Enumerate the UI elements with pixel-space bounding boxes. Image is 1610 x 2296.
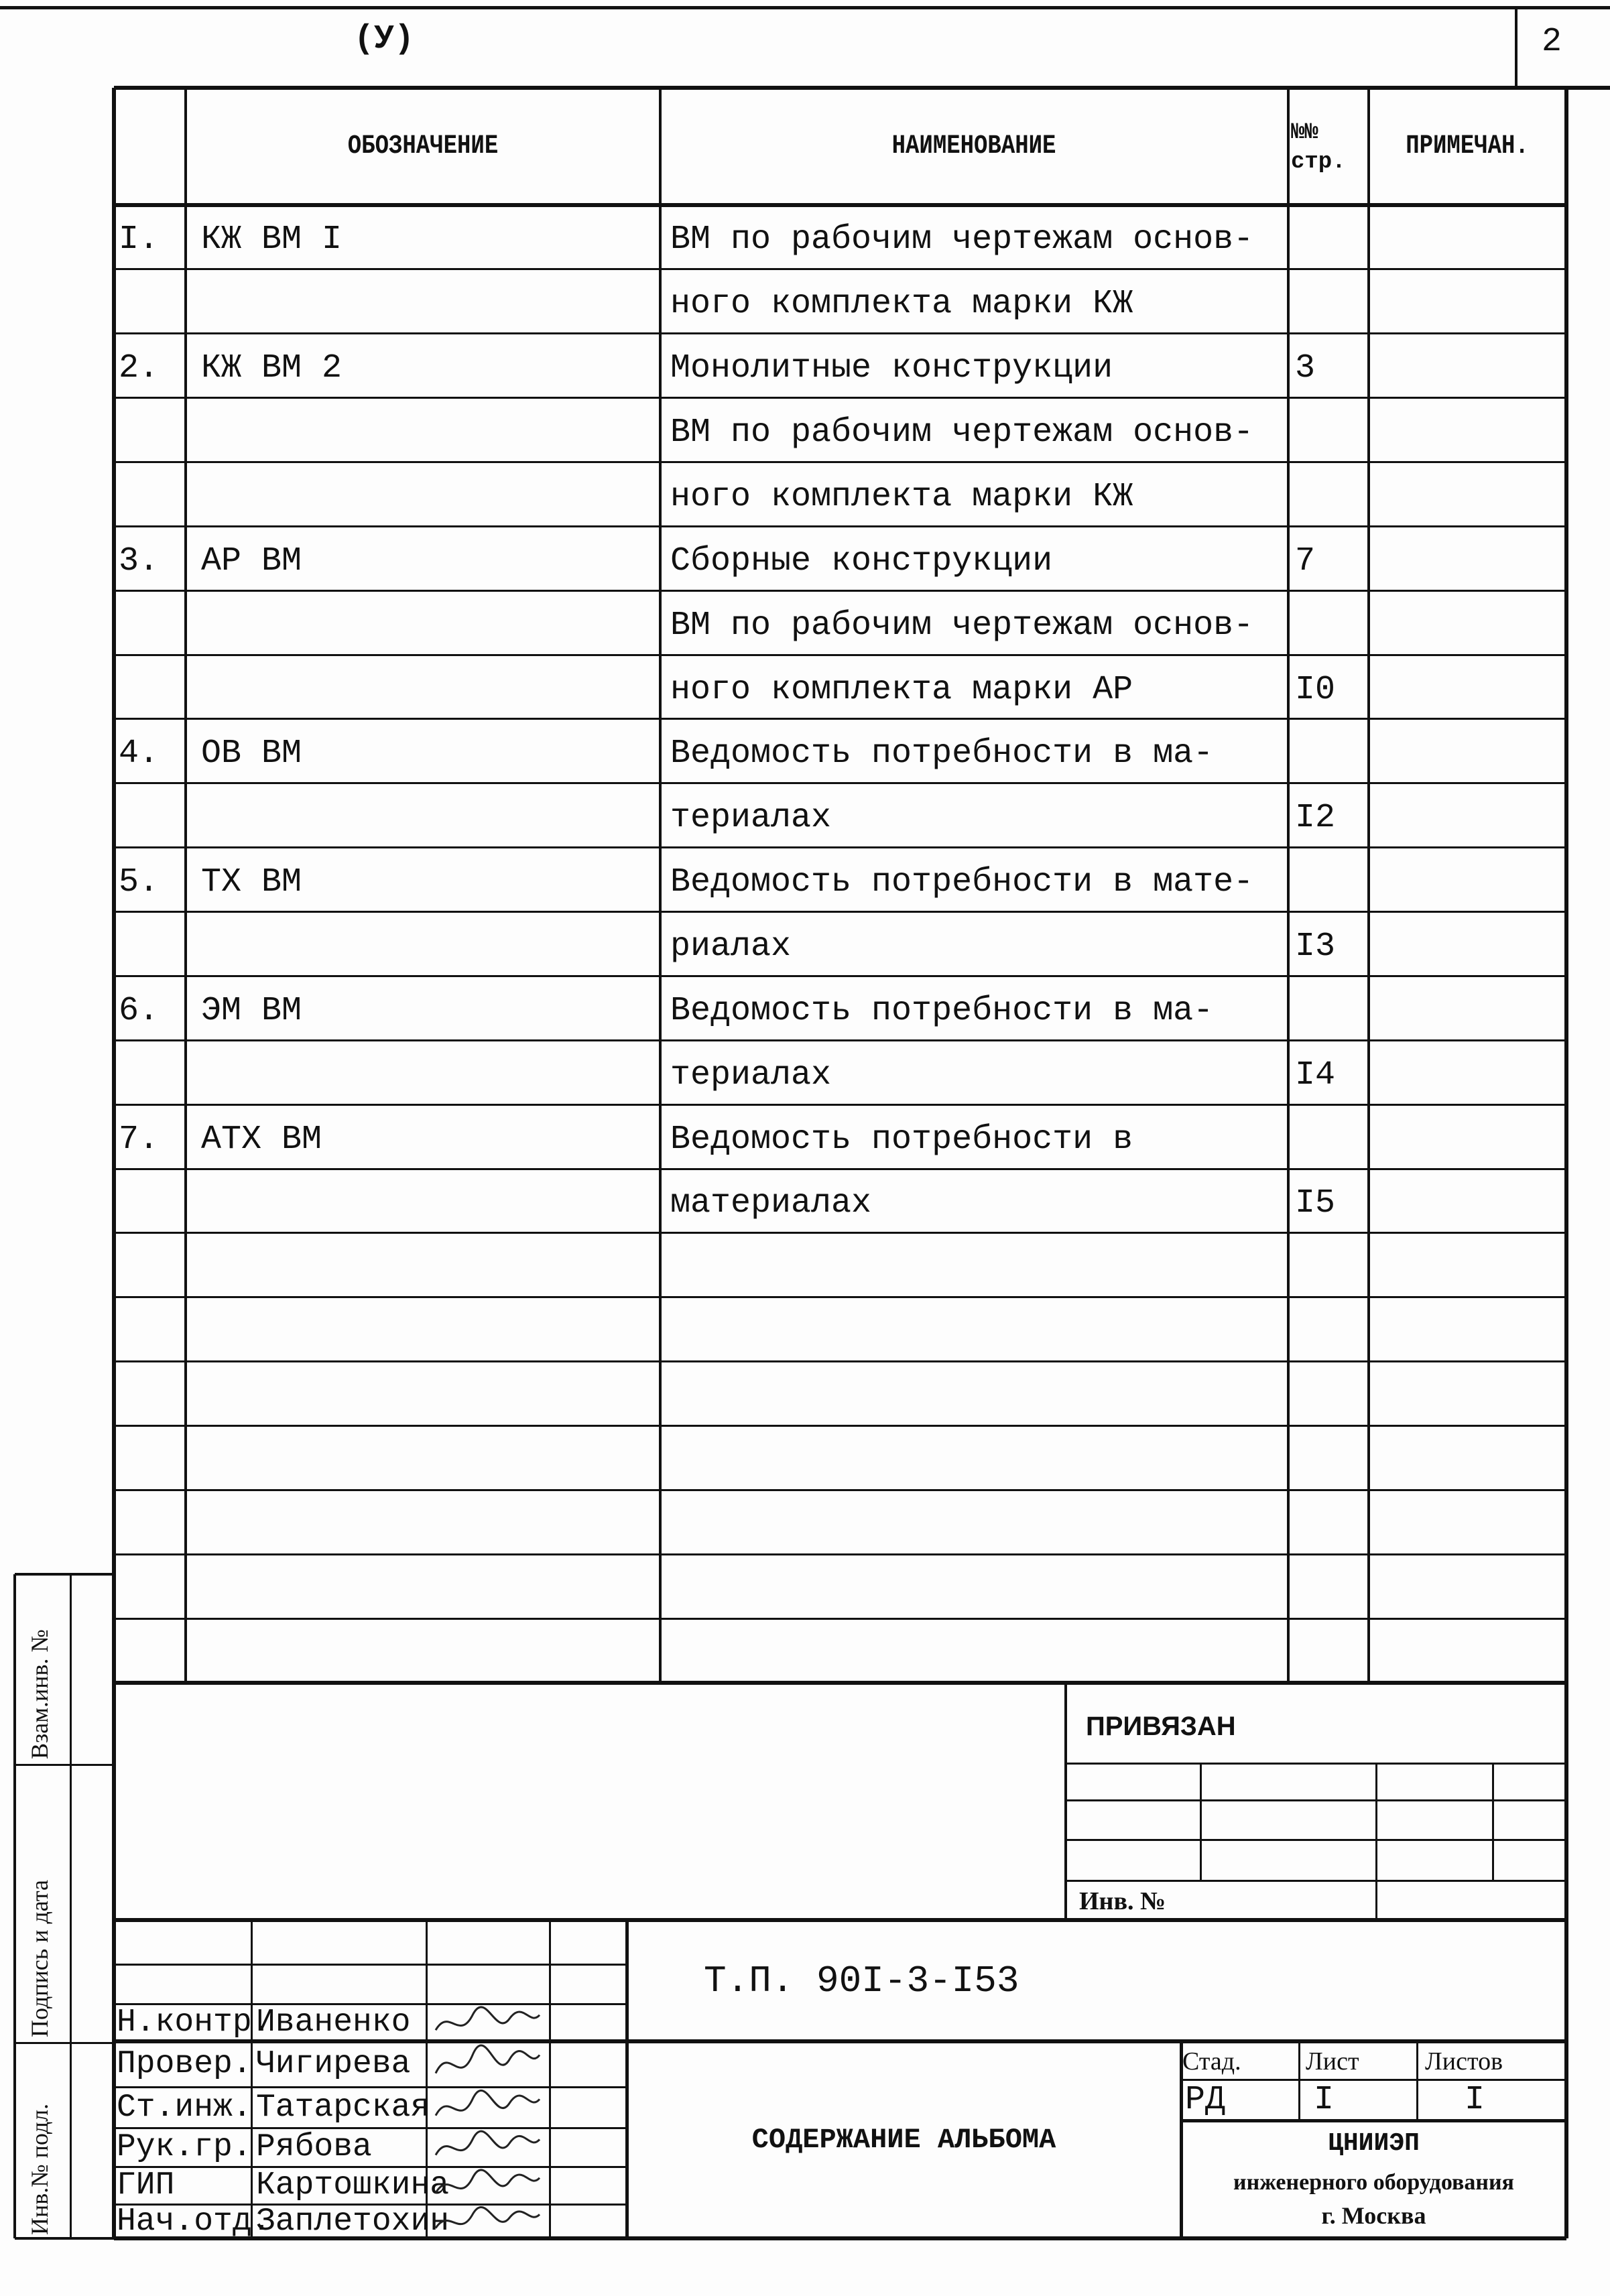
row-name: Сборные конструкции: [670, 541, 1053, 580]
row-number: 6.: [119, 991, 160, 1030]
row-name: Ведомость потребности в ма-: [670, 991, 1214, 1030]
sheet-value: I: [1314, 2080, 1335, 2119]
row-name: Монолитные конструкции: [670, 349, 1113, 388]
header-note: ПРИМЕЧАН.: [1406, 131, 1530, 162]
sheet-label: Лист: [1306, 2047, 1359, 2076]
row-number: [119, 1174, 186, 1233]
stage-value: РД: [1185, 2080, 1226, 2119]
row-designation: [201, 467, 657, 526]
rule-line: [0, 6, 1610, 9]
row-page: 7: [1295, 541, 1316, 580]
row-designation: [201, 1238, 657, 1297]
row-number: 4.: [119, 735, 160, 773]
row-designation: [201, 1431, 657, 1490]
row-name: ВМ по рабочим чертежам основ-: [670, 606, 1254, 645]
row-designation: [201, 1303, 657, 1362]
signatory-role: Рук.гр.: [117, 2129, 252, 2165]
handwritten-signature: [429, 2041, 543, 2087]
row-number: [119, 1238, 186, 1297]
signatory-name: Картошкина: [256, 2167, 450, 2204]
row-name: Ведомость потребности в: [670, 1120, 1133, 1159]
row-designation: ЭМ ВМ: [201, 991, 302, 1030]
row-number: [119, 596, 186, 655]
row-designation: ТХ ВМ: [201, 863, 302, 902]
row-name: ВМ по рабочим чертежам основ-: [670, 220, 1254, 259]
row-page: [1295, 210, 1369, 269]
row-page: I4: [1295, 1056, 1336, 1094]
row-page: [1295, 724, 1369, 783]
side-orig-inv: Инв.№ подл.: [26, 2103, 53, 2235]
row-name: [670, 1238, 1287, 1297]
row-designation: [201, 1174, 657, 1233]
row-page: [1295, 853, 1369, 912]
row-designation: [201, 1624, 657, 1683]
org-name: ЦНИИЭП: [1328, 2128, 1420, 2158]
rule-line: [114, 1918, 1566, 1922]
rule-line: [1492, 1763, 1494, 1880]
side-replace-inv: Взам.инв. №: [26, 1629, 53, 1759]
row-page: I0: [1295, 670, 1336, 709]
handwritten-signature: [429, 2128, 543, 2167]
rule-line: [15, 2237, 114, 2240]
row-page: [1295, 403, 1369, 462]
document-title: СОДЕРЖАНИЕ АЛЬБОМА: [751, 2124, 1056, 2156]
row-name: [670, 1559, 1287, 1618]
row-page: I2: [1295, 799, 1336, 838]
row-designation: [201, 660, 657, 719]
row-page: [1295, 981, 1369, 1040]
rule-line: [659, 88, 662, 1683]
row-name: ВМ по рабочим чертежам основ-: [670, 413, 1254, 452]
row-number: 7.: [119, 1120, 160, 1159]
handwritten-signature: [429, 2087, 543, 2128]
row-name: [670, 1495, 1287, 1554]
rule-line: [15, 1573, 114, 1576]
row-name: ного комплекта марки АР: [670, 670, 1133, 709]
row-page: I5: [1295, 1184, 1336, 1223]
signatory-role: ГИП: [117, 2167, 175, 2204]
row-number: [119, 1045, 186, 1104]
org-department: инженерного оборудования: [1233, 2170, 1514, 2195]
row-name: [670, 1303, 1287, 1362]
row-number: [119, 660, 186, 719]
row-number: [119, 1367, 186, 1426]
sheet-marker: (У): [354, 20, 415, 58]
rule-line: [1375, 1763, 1377, 1920]
rule-line: [15, 2042, 114, 2044]
row-page: [1295, 596, 1369, 655]
row-page: [1295, 1431, 1369, 1490]
side-sign-date: Подпись и дата: [26, 1880, 53, 2037]
row-designation: [201, 1559, 657, 1618]
row-number: I.: [119, 220, 160, 259]
row-number: [119, 1303, 186, 1362]
row-name: териалах: [670, 1056, 832, 1094]
row-designation: АТХ ВМ: [201, 1120, 322, 1159]
row-designation: [201, 917, 657, 976]
rule-line: [13, 1574, 16, 2238]
rule-line: [1416, 2041, 1418, 2120]
row-number: 3.: [119, 541, 160, 580]
row-page: [1295, 1495, 1369, 1554]
row-designation: [201, 596, 657, 655]
rule-line: [1200, 1763, 1202, 1880]
row-number: [119, 467, 186, 526]
binding-title: ПРИВЯЗАН: [1086, 1712, 1236, 1741]
row-designation: [201, 1045, 657, 1104]
row-name: ного комплекта марки КЖ: [670, 285, 1133, 324]
stage-label: Стад.: [1182, 2047, 1241, 2076]
row-designation: [201, 1495, 657, 1554]
row-name: материалах: [670, 1184, 872, 1223]
rule-line: [1287, 88, 1290, 1683]
document-code: Т.П. 90I-3-I53: [704, 1960, 1019, 2002]
row-page: I3: [1295, 927, 1336, 966]
handwritten-signature: [429, 2004, 543, 2041]
signatory-name: Рябова: [256, 2129, 372, 2165]
row-page: 3: [1295, 349, 1316, 388]
signatory-role: Н.контр.: [117, 2004, 271, 2041]
row-name: ного комплекта марки КЖ: [670, 477, 1133, 516]
rule-line: [1298, 2041, 1300, 2120]
row-number: [119, 1624, 186, 1683]
row-designation: АР ВМ: [201, 541, 302, 580]
page-number: 2: [1542, 23, 1562, 61]
signatory-role: Провер.: [117, 2046, 252, 2082]
rule-line: [1181, 2119, 1566, 2122]
rule-line: [15, 1764, 114, 1766]
signatory-name: Заплетохин: [256, 2203, 450, 2240]
row-page: [1295, 275, 1369, 334]
row-designation: КЖ ВМ I: [201, 220, 343, 259]
org-city: г. Москва: [1321, 2202, 1426, 2229]
sheets-value: I: [1465, 2080, 1485, 2119]
row-page: [1295, 1303, 1369, 1362]
handwritten-signature: [429, 2204, 543, 2238]
row-name: [670, 1624, 1287, 1683]
row-number: [119, 1559, 186, 1618]
row-name: Ведомость потребности в ма-: [670, 735, 1214, 773]
rule-line: [1064, 1683, 1067, 1920]
signatory-role: Ст.инж.: [117, 2089, 252, 2126]
rule-line: [1515, 7, 1518, 88]
row-designation: [201, 275, 657, 334]
sheets-label: Листов: [1425, 2047, 1503, 2076]
row-name: риалах: [670, 927, 792, 966]
signatory-name: Татарская: [256, 2089, 430, 2126]
row-designation: [201, 403, 657, 462]
row-number: [119, 1495, 186, 1554]
row-designation: [201, 789, 657, 848]
signatory-name: Иваненко: [256, 2004, 411, 2041]
row-number: [119, 403, 186, 462]
header-page: №№ стр.: [1291, 119, 1346, 175]
row-number: 2.: [119, 349, 160, 388]
row-page: [1295, 467, 1369, 526]
row-name: [670, 1367, 1287, 1426]
row-page: [1295, 1624, 1369, 1683]
row-designation: [201, 1367, 657, 1426]
row-name: териалах: [670, 799, 832, 838]
row-designation: ОВ ВМ: [201, 735, 302, 773]
row-page: [1295, 1110, 1369, 1169]
row-name: [670, 1431, 1287, 1490]
header-name: НАИМЕНОВАНИЕ: [892, 131, 1056, 162]
rule-line: [1564, 88, 1568, 2238]
row-number: [119, 1431, 186, 1490]
row-designation: КЖ ВМ 2: [201, 349, 343, 388]
signatory-role: Нач.отд.: [117, 2203, 271, 2240]
header-designation: ОБОЗНАЧЕНИЕ: [347, 131, 499, 162]
row-name: Ведомость потребности в мате-: [670, 863, 1254, 902]
rule-line: [549, 1920, 551, 2238]
row-number: 5.: [119, 863, 160, 902]
binding-inv-label: Инв. №: [1079, 1887, 1166, 1915]
row-page: [1295, 1238, 1369, 1297]
signatory-name: Чигирева: [256, 2046, 411, 2082]
row-number: [119, 275, 186, 334]
row-number: [119, 789, 186, 848]
row-page: [1295, 1559, 1369, 1618]
row-number: [119, 917, 186, 976]
rule-line: [112, 88, 116, 2238]
row-page: [1295, 1367, 1369, 1426]
rule-line: [70, 1574, 72, 2238]
handwritten-signature: [429, 2167, 543, 2204]
